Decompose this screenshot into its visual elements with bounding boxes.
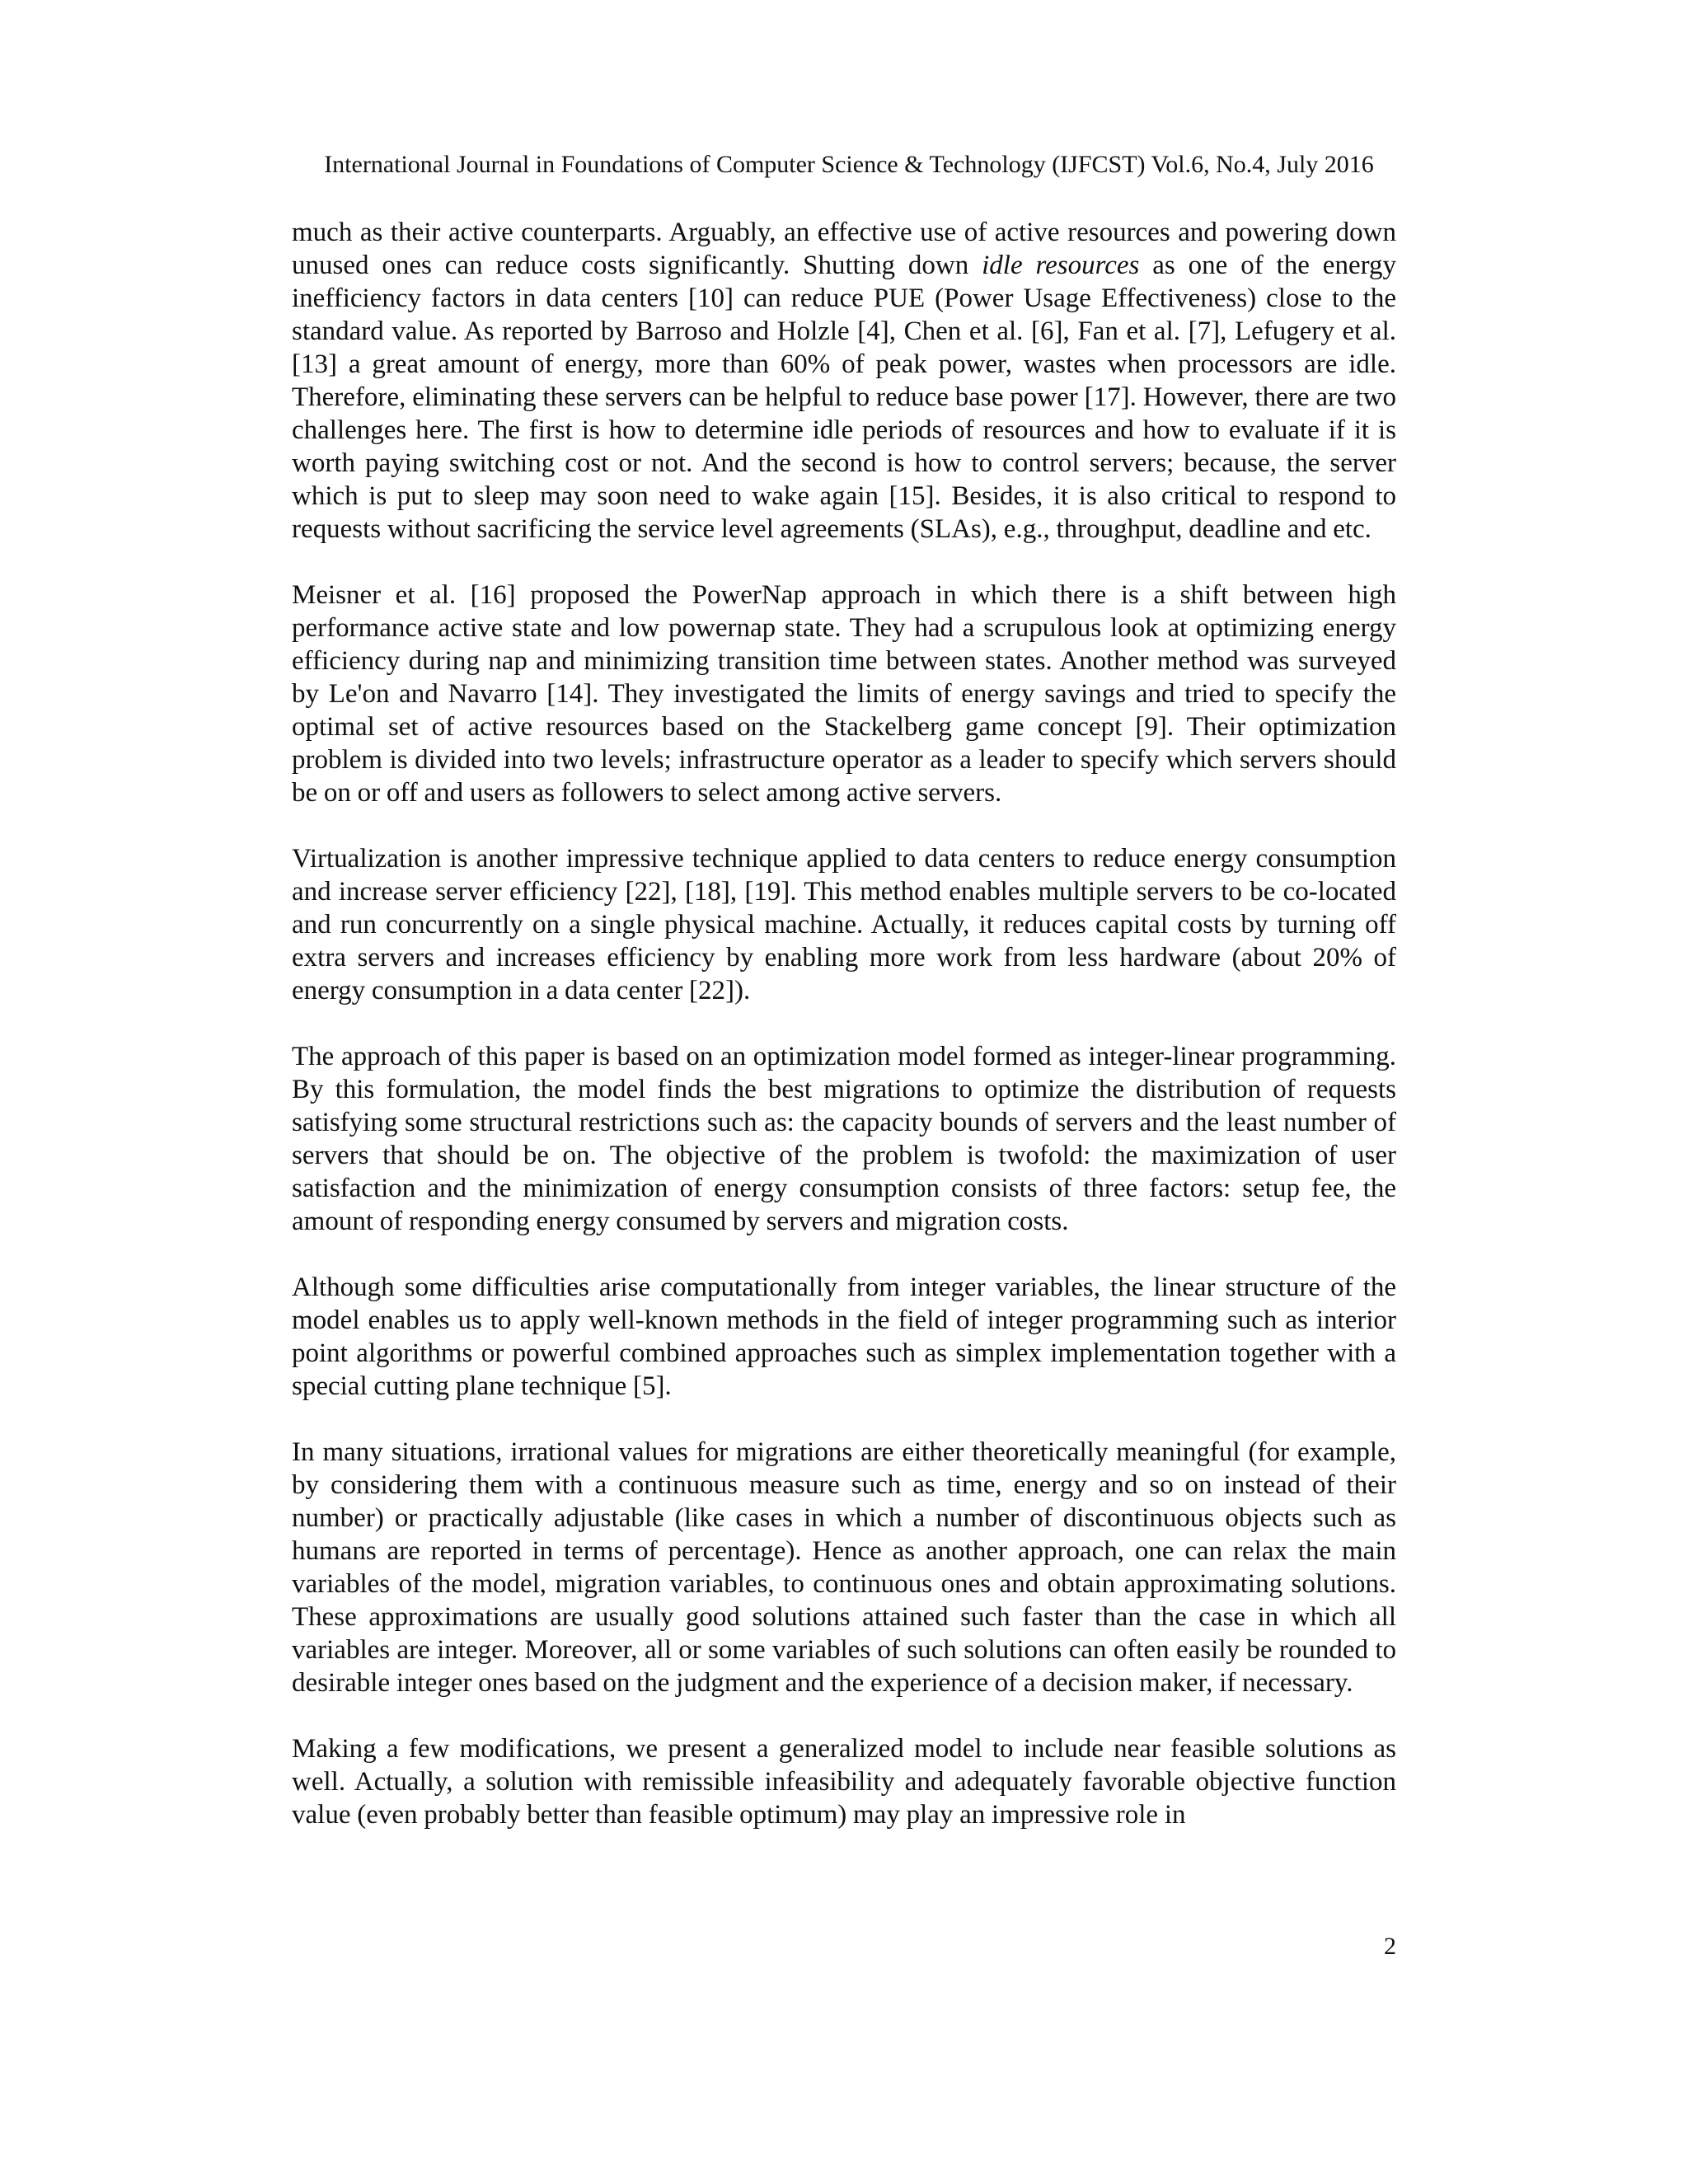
paragraph-powernap: Meisner et al. [16] proposed the PowerNap approach in which there is a shift between high performance active state and low powernap state. They had a scrupulous look at optimizing energy efficiency during nap and minimizing transition time between states. Another method was surveyed by Le'on and Navarro [14]. They investigated the limits of energy savings and tried to specify the optimal set of active resources based on the Stackelberg game concept [9]. Their optimization problem is divided into two levels; infrastructure operator as a leader to specify which servers should be on or off and users as followers to select among active servers. bbox=[292, 580, 1396, 808]
paragraph-virtualization: Virtualization is another impressive technique applied to data centers to reduce energy consumption and increase server efficiency [22], [18], [19]. This method enables multiple servers to be co-located and run concurrently on a single physical machine. Actually, it reduces capital costs by turning off extra servers and increases efficiency by enabling more work from less hardware (about 20% of energy consumption in a data center [22]). bbox=[292, 844, 1396, 1005]
emphasis-idle-resources: idle resources bbox=[982, 251, 1140, 280]
paragraph-integer-programming: Although some difficulties arise computationally from integer variables, the linear structure of the model enables us to apply well-known methods in the field of integer programming such as interior point algorithms or powerful combined approaches such as simplex implementation together with a special cutting plane technique [5]. bbox=[292, 1272, 1396, 1401]
page-number: 2 bbox=[1384, 1933, 1396, 1960]
paragraph-relaxation: In many situations, irrational values for migrations are either theoretically meaningful (for example, by considering them with a continuous measure such as time, energy and so on instead of their number) or practically adjustable (like cases in which a number of discontinuous objects such as humans are reported in terms of percentage). Hence as another approach, one can relax the main variables of the model, migration variables, to continuous ones and obtain approximating solutions. These approximations are usually good solutions attained such faster than the case in which all variables are integer. Moreover, all or some variables of such solutions can often easily be rounded to desirable integer ones based on the judgment and the experience of a decision maker, if necessary. bbox=[292, 1437, 1396, 1698]
paragraph-1-rest: as one of the energy inefficiency factors in data centers [10] can reduce PUE (Power Usage Effectiveness) close to the standard value. As reported by Barroso and Holzle [4], Chen et al. [6], Fan et al. [7], Lefugery et al. [13] a great amount of energy, more than 60% of peak power, wastes when processors are idle. Therefore, eliminating these servers can be helpful to reduce base power [17]. However, there are two challenges here. The first is how to determine idle periods of resources and how to evaluate if it is worth paying switching cost or not. And the second is how to control servers; because, the server which is put to sleep may soon need to wake again [15]. Besides, it is also critical to respond to requests without sacrificing the service level agreements (SLAs), e.g., throughput, deadline and etc. bbox=[292, 251, 1396, 544]
body-text bbox=[292, 216, 1396, 1864]
paragraph-generalized-model: Making a few modifications, we present a generalized model to include near feasible solutions as well. Actually, a solution with remissible infeasibility and adequately favorable objective function value (even probably better than feasible optimum) may play an impressive role in bbox=[292, 1734, 1396, 1830]
paragraph-energy-inefficiency bbox=[292, 216, 1396, 546]
running-header: International Journal in Foundations of Computer Science & Technology (IJFCST) Vol.6, No.4, July 2016 bbox=[324, 151, 1374, 178]
paragraph-1-lead: much as their active counterparts. Arguably, an effective use of active resources and powering down unused ones can reduce costs significantly. Shutting down bbox=[292, 218, 1396, 280]
paragraph-approach: The approach of this paper is based on an optimization model formed as integer-linear programming. By this formulation, the model finds the best migrations to optimize the distribution of requests satisfying some structural restrictions such as: the capacity bounds of servers and the least number of servers that should be on. The objective of the problem is twofold: the maximization of user satisfaction and the minimization of energy consumption consists of three factors: setup fee, the amount of responding energy consumed by servers and migration costs. bbox=[292, 1042, 1396, 1236]
